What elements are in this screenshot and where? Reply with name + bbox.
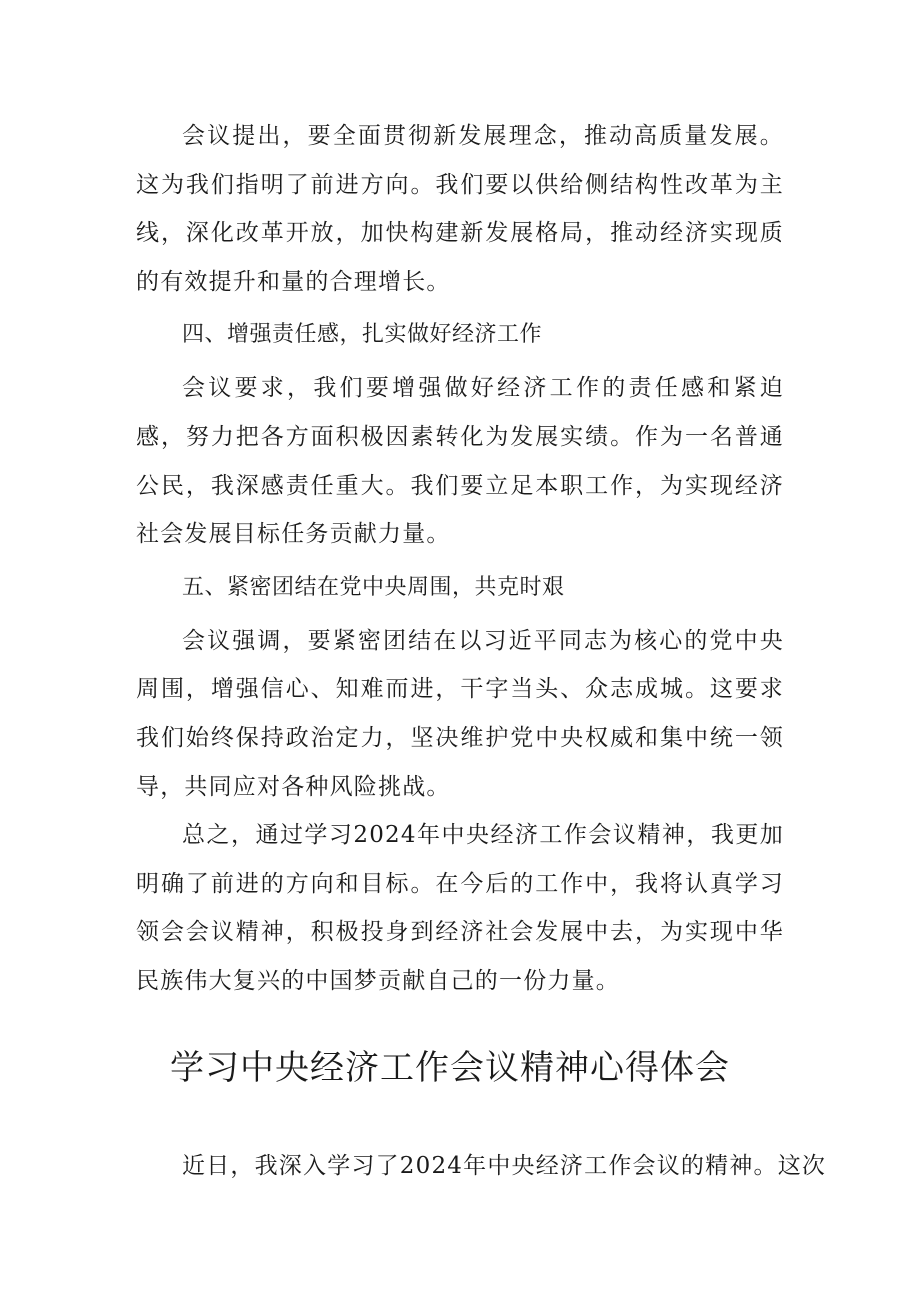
document-body — [136, 112, 784, 1006]
paragraph-responsibility: 会议要求，我们要增强做好经济工作的责任感和紧迫感，努力把各方面积极因素转化为发展实绩。作为一名普通公民，我深感责任重大。我们要立足本职工作，为实现经济社会发展目标任务贡献力量。 — [136, 375, 784, 548]
document-title: 学习中央经济工作会议精神心得体会 — [170, 1048, 730, 1088]
paragraph-conclusion: 总之，通过学习2024年中央经济工作会议精神，我更加明确了前进的方向和目标。在今后的工作中，我将认真学习领会会议精神，积极投身到经济社会发展中去，为实现中华民族伟大复兴的中国梦贡献自己的一份力量。 — [136, 822, 784, 994]
section-heading-unity: 五、紧密团结在党中央周围，共克时艰 — [182, 574, 565, 600]
paragraph-intro: 近日，我深入学习了2024年中央经济工作会议的精神。这次 — [182, 1153, 827, 1179]
paragraph-unity: 会议强调，要紧密团结在以习近平同志为核心的党中央周围，增强信心、知难而进，干字当头、众志成城。这要求我们始终保持政治定力，坚决维护党中央权威和集中统一领导，共同应对各种风险挑战。 — [136, 627, 784, 800]
section-heading-responsibility: 四、增强责任感，扎实做好经济工作 — [182, 322, 543, 348]
paragraph-development-concept: 会议提出，要全面贯彻新发展理念，推动高质量发展。这为我们指明了前进方向。我们要以供给侧结构性改革为主线，深化改革开放，加快构建新发展格局，推动经济实现质的有效提升和量的合理增长。 — [136, 123, 784, 295]
